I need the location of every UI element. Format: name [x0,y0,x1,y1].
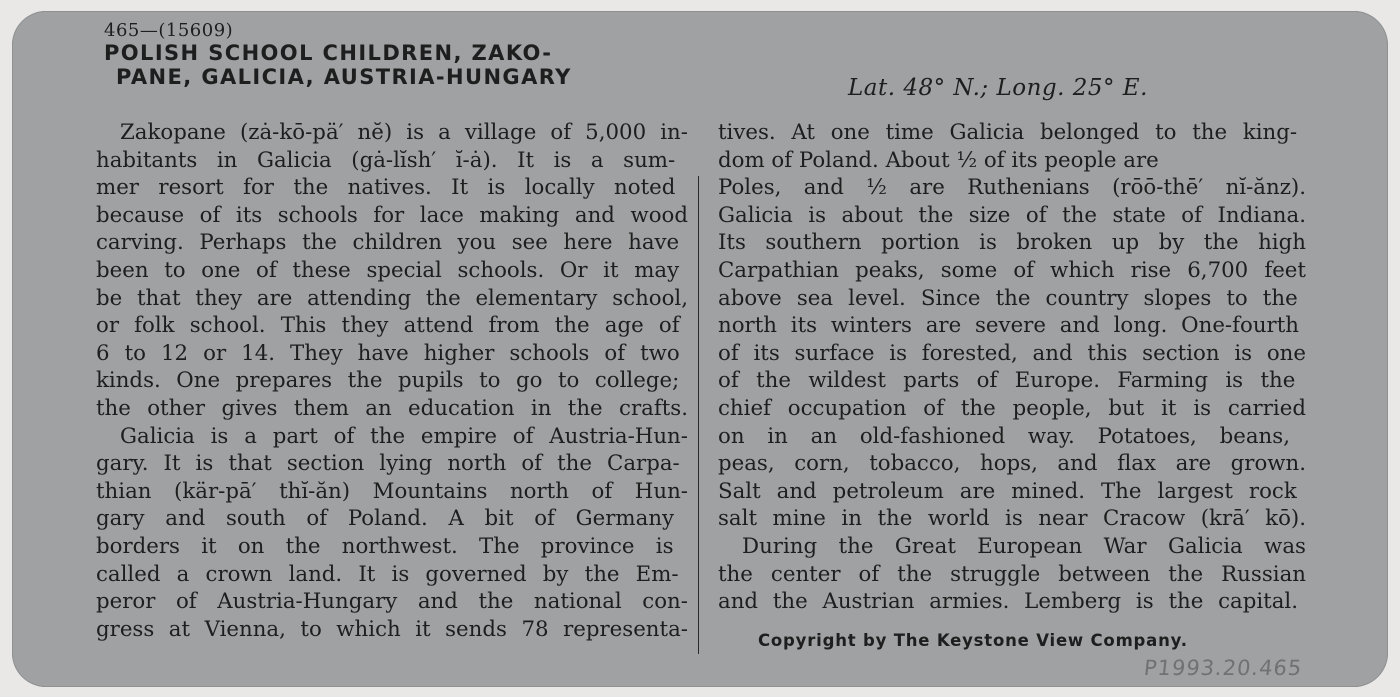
text-line: gress at Vienna, to which it sends 78 representa- [96,616,688,642]
text-line: tives. At one time Galicia belonged to the king- [718,120,1298,145]
header [104,21,704,89]
text-line: Carpathian peaks, some of which rise 6,700 feet [718,257,1306,283]
text-line: Salt and petroleum are mined. The largest rock [718,478,1297,504]
text-line: Poles, and ½ are Ruthenians (rōō-thē′ nĭ-ănz). [718,175,1307,201]
text-line: been to one of these special schools. Or it may [96,257,680,283]
copyright-notice: Copyright by The Keystone View Company. [758,631,1188,650]
stereoview-card-back [12,11,1388,687]
text-line: of the wildest parts of Europe. Farming is the [718,368,1296,394]
text-line: peror of Austria-Hungary and the national con- [96,589,688,615]
text-line: gary. It is that section lying north of the Carpa- [96,451,680,477]
latitude-longitude: Lat. 48° N.; Long. 25° E. [848,75,1148,101]
text-line: the center of the struggle between the Russian [718,561,1306,587]
text-line: During the Great European War Galicia was [742,533,1306,559]
text-line: gary and south of Poland. A bit of Germany [96,506,675,532]
text-line: 6 to 12 or 14. They have higher schools of two [96,340,680,366]
text-line: and the Austrian armies. Lemberg is the capital. [718,589,1298,615]
text-line: chief occupation of the people, but it is carried [718,395,1306,421]
text-line: thian (kär-pā′ thĭ-ăn) Mountains north of Hun- [96,478,688,504]
card-title [104,41,704,89]
text-line: habitants in Galicia (gȧ-lĭsh′ ĭ-ȧ). It is a sum- [96,147,676,173]
text-line: dom of Poland. About ½ of its people are [718,147,1159,173]
title-line-2: PANE, GALICIA, AUSTRIA-HUNGARY [116,65,572,89]
text-line: on in an old-fashioned way. Potatoes, beans, [718,423,1290,449]
text-line: borders it on the northwest. The province is [96,533,674,559]
left-text-column [96,119,688,643]
text-line: of its surface is forested, and this section is one [718,340,1306,366]
text-line: Galicia is a part of the empire of Austria-Hun- [120,423,688,449]
text-line: called a crown land. It is governed by the Em- [96,561,679,587]
text-line: carving. Perhaps the children you see here have [96,230,680,256]
title-line-1: POLISH SCHOOL CHILDREN, ZAKO- [104,41,553,65]
text-line: kinds. One prepares the pupils to go to college; [96,368,680,394]
text-line: because of its schools for lace making and wood [96,202,688,228]
text-line: north its winters are severe and long. One-fourth [718,313,1299,339]
text-line: Zakopane (zȧ-kō-pä′ nĕ) is a village of 5,000 in- [120,120,688,145]
text-line: Its southern portion is broken up by the high [718,230,1306,256]
text-line: salt mine in the world is near Cracow (krā′ kō). [718,506,1306,532]
text-line: Galicia is about the size of the state of Indiana. [718,202,1306,228]
text-line: above sea level. Since the country slopes to the [718,285,1298,311]
text-line: be that they are attending the elementary school, [96,285,689,311]
text-line: peas, corn, tobacco, hops, and flax are grown. [718,451,1306,477]
text-line: the other gives them an education in the crafts. [96,395,688,421]
accession-number: P1993.20.465 [1142,656,1304,680]
catalog-number: 465—(15609) [104,20,234,41]
text-line: mer resort for the natives. It is locally noted [96,175,676,201]
column-divider [698,176,699,654]
text-line: or folk school. This they attend from the age of [96,313,680,339]
right-text-column [718,119,1306,616]
